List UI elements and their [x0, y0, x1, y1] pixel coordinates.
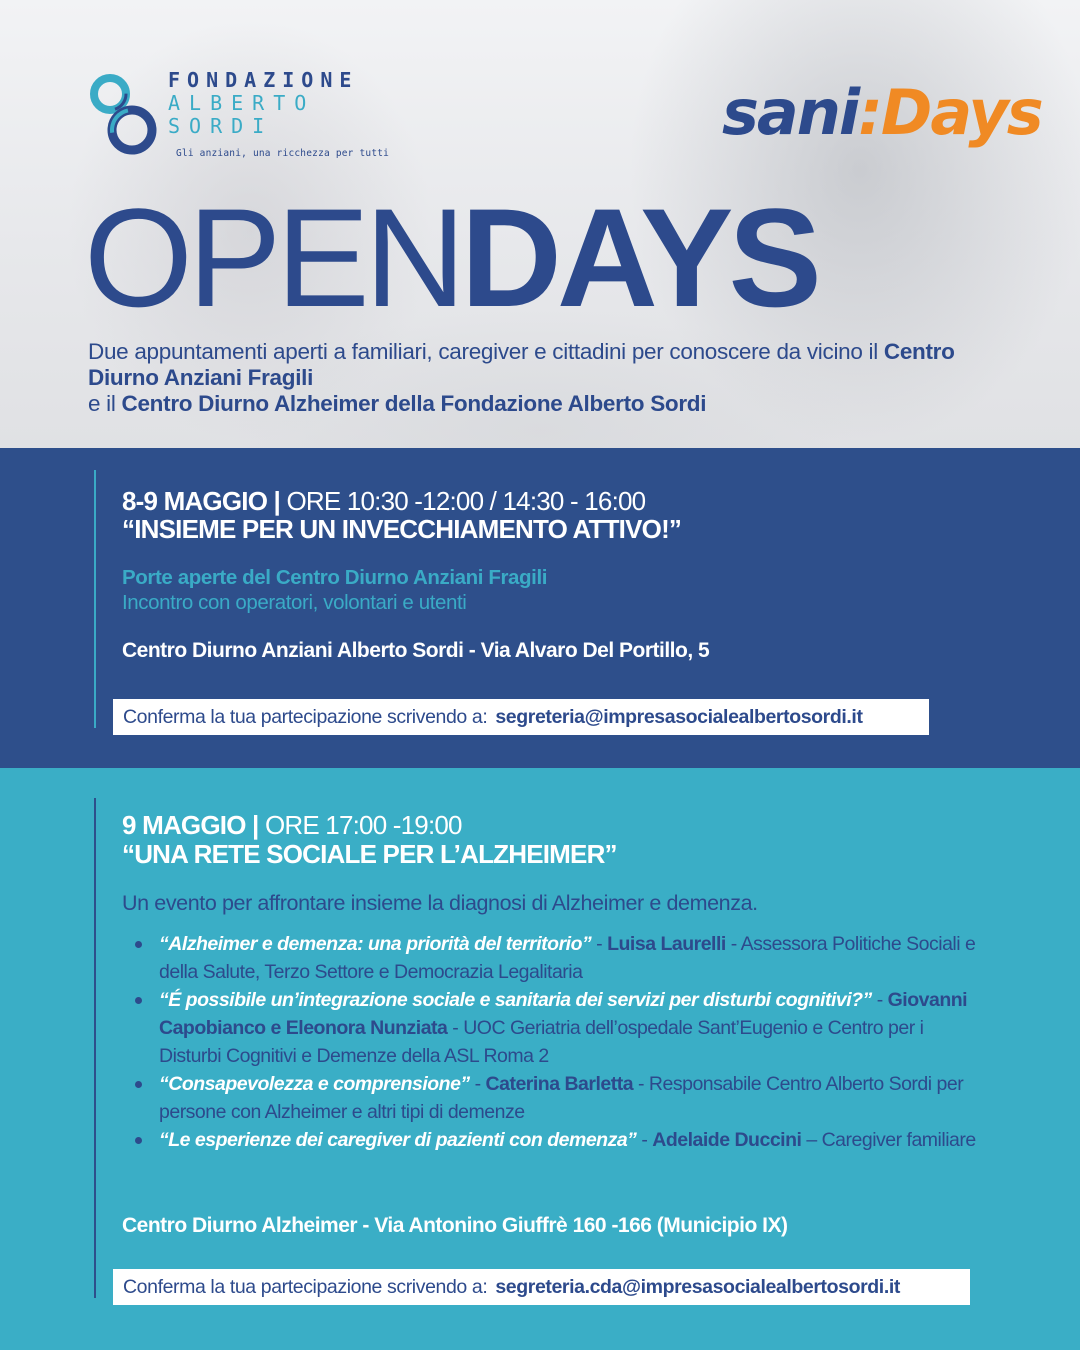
talk-role: - Responsabile Centro Alberto Sordi per persone con Alzheimer e altri tipi di demenze	[159, 1073, 964, 1123]
event-2-email-link[interactable]: segreteria.cda@impresasocialealbertosordi.it	[495, 1275, 900, 1298]
intro-part2: e il	[88, 391, 122, 416]
event-1-subtitle: Porte aperte del Centro Diurno Anziani Fragili	[122, 566, 548, 589]
event-2-location: Centro Diurno Alzheimer - Via Antonino Giuffrè 160 -166 (Municipio IX)	[122, 1214, 788, 1237]
intro-bold1: Centro Diurno Anziani Fragili	[88, 339, 955, 390]
event-1-rsvp-box	[113, 699, 929, 735]
talk-title: “Alzheimer e demenza: una priorità del territorio”	[159, 933, 592, 955]
event-2-rsvp-text: Conferma la tua partecipazione scrivendo a:	[123, 1275, 488, 1298]
talk-speaker: Giovanni Capobianco e Eleonora Nunziata	[159, 989, 968, 1039]
event-1-time: ORE 10:30 -12:00 / 14:30 - 16:00	[280, 486, 646, 516]
talk-title: “É possibile un’integrazione sociale e sanitaria dei servizi per disturbi cognitivi?”	[159, 989, 872, 1011]
event-1-heading: “INSIEME PER UN INVECCHIAMENTO ATTIVO!”	[122, 514, 682, 544]
talk-separator: -	[636, 1129, 653, 1151]
event-2-lead: Un evento per affrontare insieme la diagnosi di Alzheimer e demenza.	[122, 891, 758, 915]
event-1-description: Incontro con operatori, volontari e utenti	[122, 591, 467, 614]
event-1-date: 8-9 MAGGIO |	[122, 486, 281, 516]
list-item	[159, 930, 979, 986]
event-1-datetime	[122, 486, 645, 516]
event-2-rsvp-box	[113, 1269, 970, 1305]
talk-role: - Assessora Politiche Sociali e della Salute, Terzo Settore e Democrazia Legalitaria	[159, 933, 976, 983]
event-1-section	[0, 448, 1080, 768]
title-days: DAYS	[460, 179, 817, 336]
talk-role: - UOC Geriatria dell’ospedale Sant’Eugenio e Centro per i Disturbi Cognitivi e Demenze della ASL Roma 2	[159, 1017, 924, 1067]
event-1-location: Centro Diurno Anziani Alberto Sordi - Via Alvaro Del Portillo, 5	[122, 639, 710, 662]
fondazione-logo[interactable]	[88, 68, 390, 160]
sanidays-logo-part2: :Days	[858, 76, 1042, 149]
list-item	[159, 1070, 979, 1126]
talk-speaker: Caterina Barletta	[485, 1073, 634, 1095]
event-2-time: ORE 17:00 -19:00	[258, 810, 462, 840]
bullet-icon	[135, 997, 142, 1004]
sanidays-logo-part1: sani	[722, 76, 859, 149]
event-2-date: 9 MAGGIO |	[122, 810, 259, 840]
logo-line-fondazione: FONDAZIONE	[168, 68, 359, 92]
talk-title: “Consapevolezza e comprensione”	[159, 1073, 470, 1095]
talk-role: – Caregiver familiare	[801, 1129, 976, 1151]
hero-section	[0, 0, 1080, 448]
list-item	[159, 986, 979, 1070]
talk-list	[159, 930, 979, 1154]
bullet-icon	[135, 1081, 142, 1088]
intro-bold2: Centro Diurno Alzheimer della Fondazione Alberto Sordi	[121, 391, 707, 416]
talk-title: “Le esperienze dei caregiver di pazienti con demenza”	[159, 1129, 637, 1151]
talk-speaker: Adelaide Duccini	[652, 1129, 802, 1151]
talk-speaker: Luisa Laurelli	[607, 933, 726, 955]
intro-part1: Due appuntamenti aperti a familiari, caregiver e cittadini per conoscere da vicino il	[88, 339, 884, 364]
logo-wordmark	[168, 68, 358, 138]
event-2-datetime	[122, 810, 462, 840]
event-2-section	[0, 768, 1080, 1350]
event-1-email-link[interactable]: segreteria@impresasocialealbertosordi.it	[495, 705, 863, 728]
page-title	[84, 179, 817, 336]
talk-separator: -	[871, 989, 888, 1011]
logo-rings-icon	[88, 70, 164, 158]
event-2-accent-line	[94, 798, 96, 1298]
talk-separator: -	[469, 1073, 486, 1095]
event-1-accent-line	[94, 470, 96, 728]
event-1-rsvp-text: Conferma la tua partecipazione scrivendo a:	[123, 705, 488, 728]
talk-separator: -	[591, 933, 608, 955]
bullet-icon	[135, 941, 142, 948]
event-2-heading: “UNA RETE SOCIALE PER L’ALZHEIMER”	[122, 839, 617, 869]
sanidays-logo[interactable]	[722, 78, 1042, 148]
title-open: OPEN	[84, 179, 461, 336]
bullet-icon	[135, 1137, 142, 1144]
list-item	[159, 1126, 979, 1154]
logo-line-alberto: ALBERTO	[168, 91, 316, 115]
logo-line-sordi: SORDI	[168, 114, 274, 138]
logo-tagline: Gli anziani, una ricchezza per tutti	[176, 148, 390, 159]
intro-text	[88, 339, 1028, 417]
